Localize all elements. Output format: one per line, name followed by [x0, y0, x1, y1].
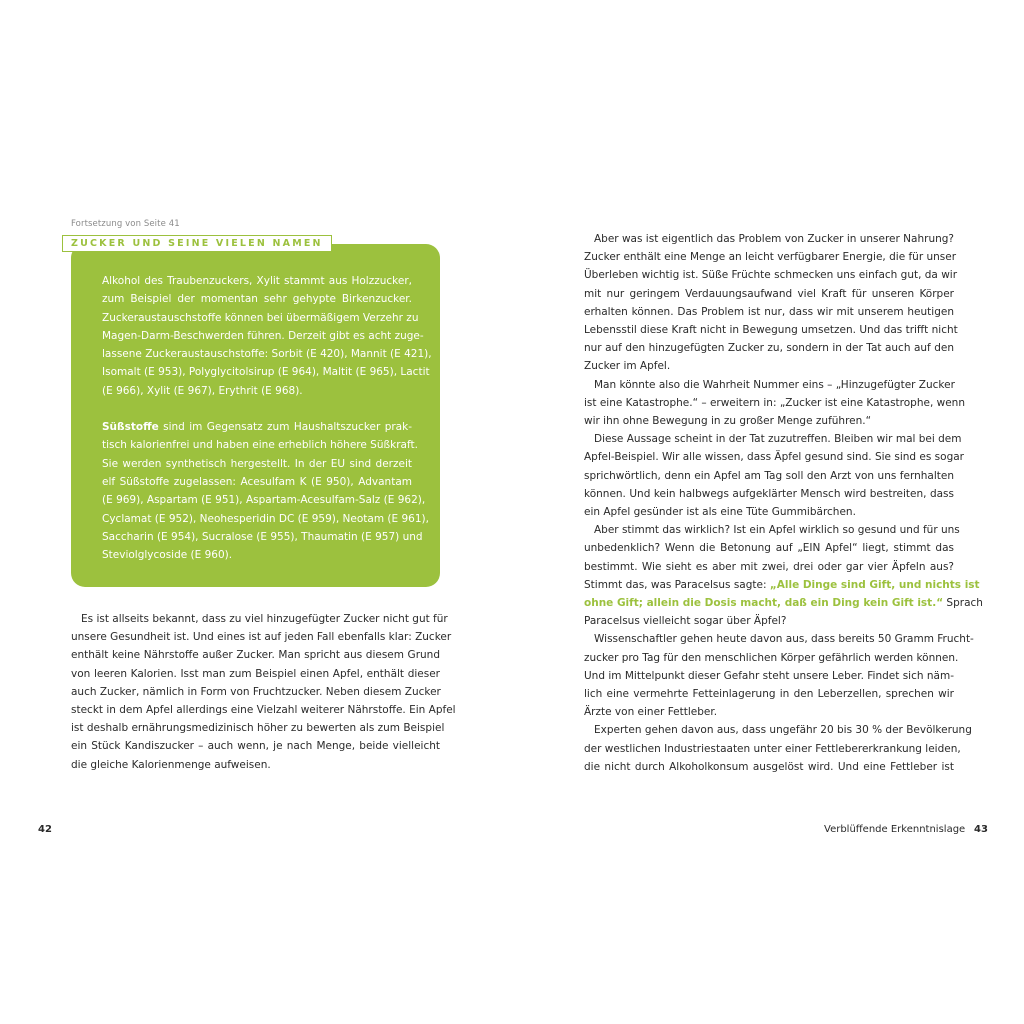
- term-suessstoffe: Süßstoffe: [102, 421, 159, 434]
- continued-note: Fortsetzung von Seite 41: [71, 219, 180, 229]
- running-head: Verblüffende Erkenntnislage: [824, 824, 966, 835]
- quote-lead-text: Stimmt das, was Paracelsus sagte:: [584, 578, 770, 591]
- body-line: Diese Aussage scheint in der Tat zuzutreffen. Bleiben wir mal bei dem: [594, 433, 962, 446]
- box-line: Zuckeraustauschstoffe können bei übermäßigem Verzehr zu: [102, 311, 419, 324]
- body-line: sprichwörtlich, denn ein Apfel am Tag soll den Arzt von uns fernhalten: [584, 469, 954, 482]
- box-line: (E 966), Xylit (E 967), Erythrit (E 968).: [102, 384, 303, 397]
- box-line: elf Süßstoffe zugelassen: Acesulfam K (E 950), Advantam: [102, 475, 412, 488]
- body-line: Lebensstil diese Kraft nicht in Bewegung umsetzen. Und das trifft nicht: [584, 324, 958, 337]
- body-line: ist eine Katastrophe.“ – erweitern in: „Zucker ist eine Katastrophe, wenn: [584, 396, 965, 409]
- page-number-left: 42: [38, 824, 52, 835]
- body-line: Apfel-Beispiel. Wir alle wissen, dass Äpfel gesund sind. Sie sind es sogar: [584, 451, 964, 464]
- body-line: der westlichen Industriestaaten unter einer Fettlebererkrankung leiden,: [584, 742, 961, 755]
- box-line: Cyclamat (E 952), Neohesperidin DC (E 959), Neotam (E 961),: [102, 512, 429, 525]
- box-line: zum Beispiel der momentan sehr gehypte Birkenzucker.: [102, 293, 412, 306]
- body-line: Und im Mittelpunkt dieser Gefahr steht unsere Leber. Findet sich näm-: [584, 669, 954, 682]
- right-body-text: [584, 230, 983, 776]
- body-line: steckt in dem Apfel allerdings eine Vielzahl weiterer Nährstoffe. Ein Apfel: [71, 704, 456, 717]
- body-line: die gleiche Kalorienmenge aufweisen.: [71, 758, 271, 771]
- box-paragraph-2: [102, 418, 429, 564]
- body-line: zucker pro Tag für den menschlichen Körper gefährlich werden können.: [584, 651, 959, 664]
- info-box: [71, 244, 440, 587]
- body-line: Ärzte von einer Fettleber.: [584, 706, 718, 719]
- body-line: von leeren Kalorien. Isst man zum Beispiel einen Apfel, enthält dieser: [71, 667, 440, 680]
- body-line: bestimmt. Wie sieht es aber mit zwei, drei oder gar vier Äpfeln aus?: [584, 560, 954, 573]
- box-line: Steviolglycoside (E 960).: [102, 549, 233, 562]
- box-line: Isomalt (E 953), Polyglycitolsirup (E 964), Maltit (E 965), Lactit: [102, 366, 430, 379]
- quote-line: [584, 594, 983, 612]
- box-line: (E 969), Aspartam (E 951), Aspartam-Acesulfam-Salz (E 962),: [102, 494, 426, 507]
- body-line: Paracelsus vielleicht sogar über Äpfel?: [584, 615, 787, 628]
- body-line: unsere Gesundheit ist. Und eines ist auf jeden Fall ebenfalls klar: Zucker: [71, 631, 452, 644]
- left-body-text: [71, 610, 456, 774]
- body-line: Aber was ist eigentlich das Problem von Zucker in unserer Nahrung?: [594, 233, 954, 245]
- body-line: Zucker im Apfel.: [584, 360, 671, 373]
- body-line: Es ist allseits bekannt, dass zu viel hinzugefügter Zucker nicht gut für: [81, 613, 448, 625]
- body-line: ein Stück Kandiszucker – auch wenn, je nach Menge, beide vielleicht: [71, 740, 440, 753]
- body-line: ist deshalb ernährungsmedizinisch höher zu bewerten als zum Beispiel: [71, 722, 445, 735]
- body-line: wir ihn ohne Bewegung in zu großer Menge zuführen.“: [584, 415, 872, 428]
- box-line: Sie werden synthetisch hergestellt. In der EU sind derzeit: [102, 457, 412, 470]
- box-line: tisch kalorienfrei und haben eine erheblich höhere Süßkraft.: [102, 439, 418, 452]
- body-line: enthält keine Nährstoffe außer Zucker. Man spricht aus diesem Grund: [71, 649, 440, 662]
- body-line: erhalten können. Das Problem ist nur, dass wir mit unserem heutigen: [584, 305, 954, 318]
- box-line: Alkohol des Traubenzuckers, Xylit stammt aus Holzzucker,: [102, 275, 412, 287]
- quote-line: [584, 576, 980, 594]
- paracelsus-quote: „Alle Dinge sind Gift, und nichts ist: [769, 578, 980, 591]
- body-line: können. Und kein halbwegs aufgeklärter Mensch wird bestreiten, dass: [584, 487, 954, 500]
- body-line: Aber stimmt das wirklich? Ist ein Apfel wirklich so gesund und für uns: [594, 524, 960, 537]
- box-title: ZUCKER UND SEINE VIELEN NAMEN: [62, 235, 332, 252]
- body-line: Zucker enthält eine Menge an leicht verfügbarer Energie, die für unser: [584, 251, 957, 264]
- quote-trail-text: Sprach: [943, 597, 983, 610]
- box-line: [102, 418, 412, 436]
- body-line: auch Zucker, nämlich in Form von Fruchtzucker. Neben diesem Zucker: [71, 685, 441, 698]
- box-paragraph-1: [102, 272, 432, 400]
- body-line: Experten gehen davon aus, dass ungefähr 20 bis 30 % der Bevölkerung: [594, 724, 972, 737]
- body-line: unbedenklich? Wenn die Betonung auf „EIN Apfel“ liegt, stimmt das: [584, 542, 954, 555]
- paracelsus-quote: ohne Gift; allein die Dosis macht, daß ein Ding kein Gift ist.“: [584, 597, 944, 610]
- box-line: lassene Zuckeraustauschstoffe: Sorbit (E 420), Mannit (E 421),: [102, 348, 432, 361]
- body-line: mit nur geringem Verdauungsaufwand viel Kraft für unseren Körper: [584, 287, 954, 300]
- body-line: Man könnte also die Wahrheit Nummer eins – „Hinzugefügter Zucker: [594, 378, 955, 391]
- body-line: Überleben wichtig ist. Süße Früchte schmecken uns einfach gut, da wir: [584, 269, 958, 282]
- body-line: ein Apfel gesünder ist als eine Tüte Gummibärchen.: [584, 506, 856, 519]
- body-line: lich eine vermehrte Fetteinlagerung in den Leberzellen, sprechen wir: [584, 688, 954, 701]
- body-line: die nicht durch Alkoholkonsum ausgelöst wird. Und eine Fettleber ist: [584, 760, 954, 773]
- box-line-text: sind im Gegensatz zum Haushaltszucker prak-: [158, 421, 412, 434]
- box-line: Saccharin (E 954), Sucralose (E 955), Thaumatin (E 957) und: [102, 530, 423, 543]
- box-line: Magen-Darm-Beschwerden führen. Derzeit gibt es acht zuge-: [102, 329, 424, 342]
- body-line: Wissenschaftler gehen heute davon aus, dass bereits 50 Gramm Frucht-: [594, 633, 974, 646]
- page-number-right: 43: [974, 824, 988, 835]
- body-line: nur auf den hinzugefügten Zucker zu, sondern in der Tat auch auf den: [584, 342, 954, 355]
